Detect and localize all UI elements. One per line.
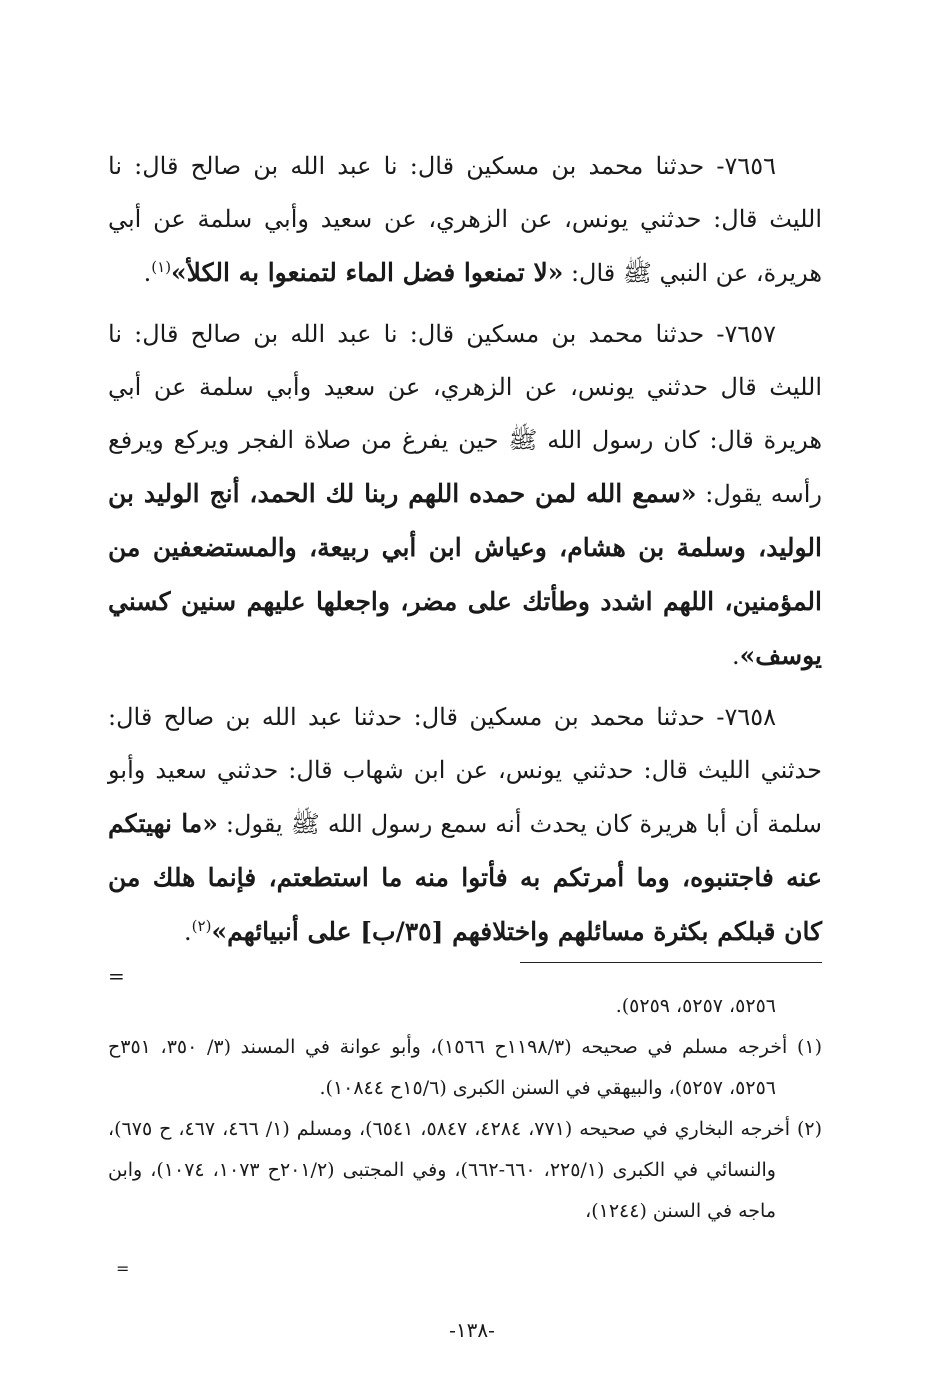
footnote-1 [108, 1027, 822, 1109]
footnote-separator [108, 956, 822, 986]
hadith-number: ٧٦٥٧- [716, 320, 776, 348]
footnote-label: (٢) [796, 1118, 823, 1140]
hadith-number: ٧٦٥٨- [716, 703, 776, 731]
hadith-7657 [108, 308, 822, 683]
footnote-continues-mark: = [116, 1259, 130, 1278]
footnote-text: أخرجه البخاري في صحيحه (٧٧١، ٤٢٨٤، ٥٨٤٧، ٦٥٤١)، ومسلم (١/ ٤٦٦، ٤٦٧، ح ٦٧٥)، والنسائي في الكبرى (٢٢٥/١، ٦٦٠-٦٦٢)، وفي المجتبى (٢٠١/٢ح ١٠٧٣، ١٠٧٤)، وابن ماجه في السنن (١٢٤٤)، [108, 1118, 790, 1222]
hadith-text: حدثنا محمد بن مسكين قال: نا عبد الله بن صالح قال: نا الليث قال حدثني يونس، عن الزهري، عن سعيد وأبي سلمة عن أبي هريرة قال: كان رسول الله ﷺ حين يفرغ من صلاة الفجر ويركع ويرفع رأسه يقول: [108, 320, 823, 508]
footnote-ref-1[interactable]: (١) [151, 258, 172, 276]
hadith-end: . [184, 918, 192, 946]
footnote-text: أخرجه مسلم في صحيحه (١١٩٨/٣ح ١٥٦٦)، وأبو عوانة في المسند (٣/ ٣٥٠، ٣٥١ح ٥٢٥٦، ٥٢٥٧)، والبيهقي في السنن الكبرى (١٥/٦ح ١٠٨٤٤). [108, 1036, 788, 1099]
footnote-label: (١) [796, 1036, 822, 1058]
hadith-number: ٧٦٥٦- [716, 152, 776, 180]
footnote-ref-2[interactable]: (٢) [191, 917, 212, 935]
hadith-end: . [143, 259, 152, 287]
hadith-text: حدثنا محمد بن مسكين قال: نا عبد الله بن صالح قال: نا الليث قال: حدثني يونس، عن الزهري، عن سعيد وأبي سلمة عن أبي هريرة، عن النبي ﷺ قال: [108, 152, 822, 287]
hadith-end: . [732, 642, 740, 670]
footnote-continuation: ٥٢٥٦، ٥٢٥٧، ٥٢٥٩). [615, 995, 776, 1017]
footnote-2 [108, 1109, 822, 1232]
hadith-quote: «لا تمنعوا فضل الماء لتمنعوا به الكلأ» [171, 258, 564, 287]
page-number: -١٣٨- [449, 1318, 495, 1342]
hadith-quote: «ما نهيتكم عنه فاجتنبوه، وما أمرتكم به فأتوا منه ما استطعتم، فإنما هلك من كان قبلكم بكثرة مسائلهم واختلافهم [٣٥/ب] على أنبيائهم» [108, 809, 822, 946]
continuation-mark: = [108, 964, 125, 988]
hadith-quote: «سمع الله لمن حمده اللهم ربنا لك الحمد، أنج الوليد بن الوليد، وسلمة بن هشام، وعياش ابن أبي ربيعة، والمستضعفين من المؤمنين، اللهم اشدد وطأتك على مضر، واجعلها عليهم سنين كسني يوسف» [108, 479, 822, 670]
hadith-text: حدثنا محمد بن مسكين قال: حدثنا عبد الله بن صالح قال: حدثني الليث قال: حدثني يونس، عن ابن شهاب قال: حدثني سعيد وأبو سلمة أن أبا هريرة كان يحدث أنه سمع رسول الله ﷺ يقول: [108, 703, 822, 838]
hadith-7656 [108, 140, 822, 300]
footnotes-section [108, 956, 822, 1232]
hadith-7658 [108, 691, 822, 959]
main-text [108, 140, 822, 967]
footnote-rule [520, 962, 822, 963]
